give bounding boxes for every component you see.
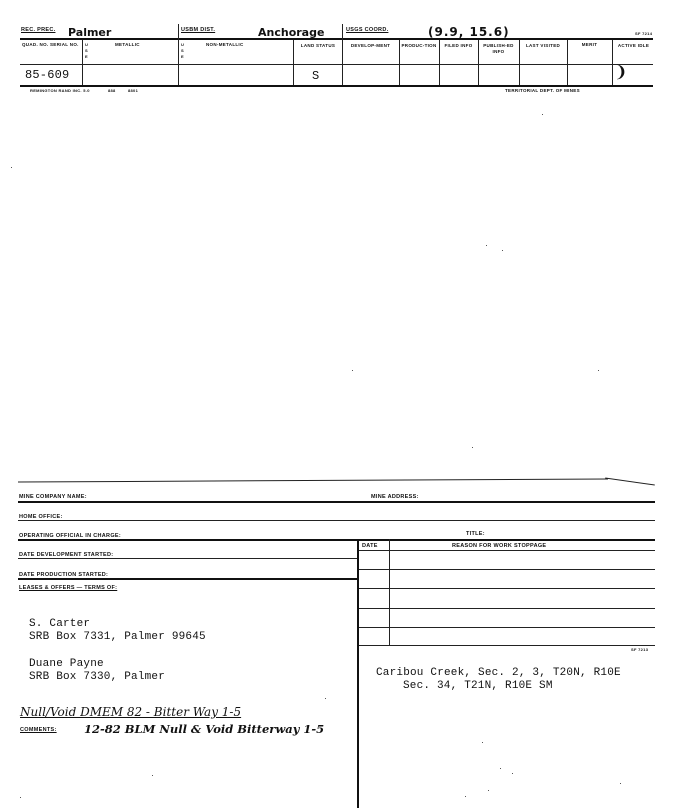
mine-company-name-label: MINE COMPANY NAME:	[19, 494, 87, 500]
col-divider	[439, 40, 440, 85]
merit-label: MERIT	[581, 42, 598, 47]
col-divider	[612, 40, 613, 85]
col-divider	[567, 40, 568, 85]
usgs-coord-label: USGS COORD.	[346, 27, 389, 33]
speck	[488, 790, 489, 791]
col-divider	[82, 40, 83, 85]
card-edge	[18, 478, 608, 482]
speck	[482, 742, 483, 743]
form-number-bottom: SF 7213	[631, 647, 649, 652]
form-number-top: SF 7214	[635, 31, 653, 36]
department-imprint: TERRITORIAL DEPT. OF MINES	[505, 88, 580, 93]
speck	[325, 698, 326, 699]
speck	[512, 773, 513, 774]
speck	[465, 796, 466, 797]
header-rule-mid	[20, 64, 653, 65]
handwritten-note: Null/Void DMEM 82 - Bitter Way 1-5	[20, 705, 242, 719]
col-divider	[399, 40, 400, 85]
col-divider	[342, 24, 343, 85]
lessee-2-name: Duane Payne	[29, 658, 104, 670]
active-idle-label: ACTIVE IDLE	[617, 43, 650, 48]
comments-value: 12-82 BLM Null & Void Bitterway 1-5	[84, 722, 325, 736]
usgs-coord-value: (9.9, 15.6)	[428, 25, 510, 39]
lessee-1-address: SRB Box 7331, Palmer 99645	[29, 631, 206, 643]
date-production-label: DATE PRODUCTION STARTED:	[19, 572, 109, 578]
home-office-label: HOME OFFICE:	[19, 514, 63, 520]
lessee-1-name: S. Carter	[29, 618, 91, 630]
land-status-value: S	[312, 69, 320, 83]
development-label: DEVELOP-MENT	[350, 43, 391, 48]
col-divider	[357, 539, 359, 808]
rule	[18, 558, 358, 559]
col-divider	[389, 539, 390, 645]
usbm-dist-label: USBM DIST.	[181, 27, 216, 33]
speck	[620, 783, 621, 784]
col-divider	[293, 40, 294, 85]
active-idle-mark: ❩	[614, 62, 628, 81]
speck	[472, 447, 473, 448]
rule	[18, 578, 358, 580]
usbm-dist-value: Anchorage	[258, 26, 325, 39]
serial-no-label: SERIAL NO.	[50, 42, 79, 47]
reason-col-label: REASON FOR WORK STOPPAGE	[452, 543, 547, 549]
rule	[18, 501, 655, 503]
printer-code-2: 8801	[128, 88, 139, 93]
location-line-1: Caribou Creek, Sec. 2, 3, T20N, R10E	[376, 667, 621, 679]
title-label: TITLE:	[466, 531, 485, 537]
rule	[358, 588, 655, 589]
rec-prec-value: Palmer	[68, 26, 112, 39]
comments-label: COMMENTS:	[20, 727, 57, 733]
rule	[358, 645, 655, 646]
speck	[542, 114, 543, 115]
use-label-metallic: U S E	[85, 42, 89, 59]
rule	[358, 627, 655, 628]
speck	[352, 370, 353, 371]
production-label: PRODUC-TION	[401, 43, 437, 48]
land-status-label: LAND STATUS	[300, 43, 336, 48]
rule	[358, 569, 655, 570]
quad-serial-value: 85-609	[25, 68, 70, 82]
operating-official-label: OPERATING OFFICIAL IN CHARGE:	[19, 533, 121, 539]
metallic-label: METALLIC	[115, 42, 140, 47]
speck	[11, 167, 12, 168]
mine-address-label: MINE ADDRESS:	[371, 494, 419, 500]
filed-info-label: FILED INFO	[444, 43, 473, 48]
card-edge	[605, 478, 655, 486]
lessee-2-address: SRB Box 7330, Palmer	[29, 671, 166, 683]
last-visited-label: LAST VISITED	[525, 43, 561, 48]
rule	[18, 539, 655, 541]
rule	[358, 550, 655, 551]
location-line-2: Sec. 34, T21N, R10E SM	[403, 680, 553, 692]
speck	[152, 775, 153, 776]
speck	[500, 768, 501, 769]
header-rule-top	[20, 38, 653, 40]
speck	[502, 250, 503, 251]
speck	[20, 797, 21, 798]
printer-code-1: 888	[108, 88, 116, 93]
date-development-label: DATE DEVELOPMENT STARTED:	[19, 552, 114, 558]
speck	[598, 370, 599, 371]
col-divider	[519, 40, 520, 85]
rec-prec-label: REC. PREC.	[21, 27, 56, 33]
printer-imprint: REMINGTON RAND INC. 5.0	[30, 88, 90, 93]
rule	[18, 520, 655, 521]
rule	[358, 608, 655, 609]
speck	[486, 245, 487, 246]
non-metallic-label: NON-METALLIC	[206, 42, 244, 47]
header-rule-bottom	[20, 85, 653, 87]
date-col-label: DATE	[362, 543, 378, 549]
published-info-label: PUBLISH-ED INFO	[483, 43, 514, 54]
quad-no-label: QUAD. NO.	[22, 42, 49, 47]
col-divider	[478, 40, 479, 85]
use-label-nonmetallic: U S E	[181, 42, 185, 59]
col-divider	[178, 24, 179, 85]
leases-label: LEASES & OFFERS — TERMS OF:	[19, 585, 118, 591]
